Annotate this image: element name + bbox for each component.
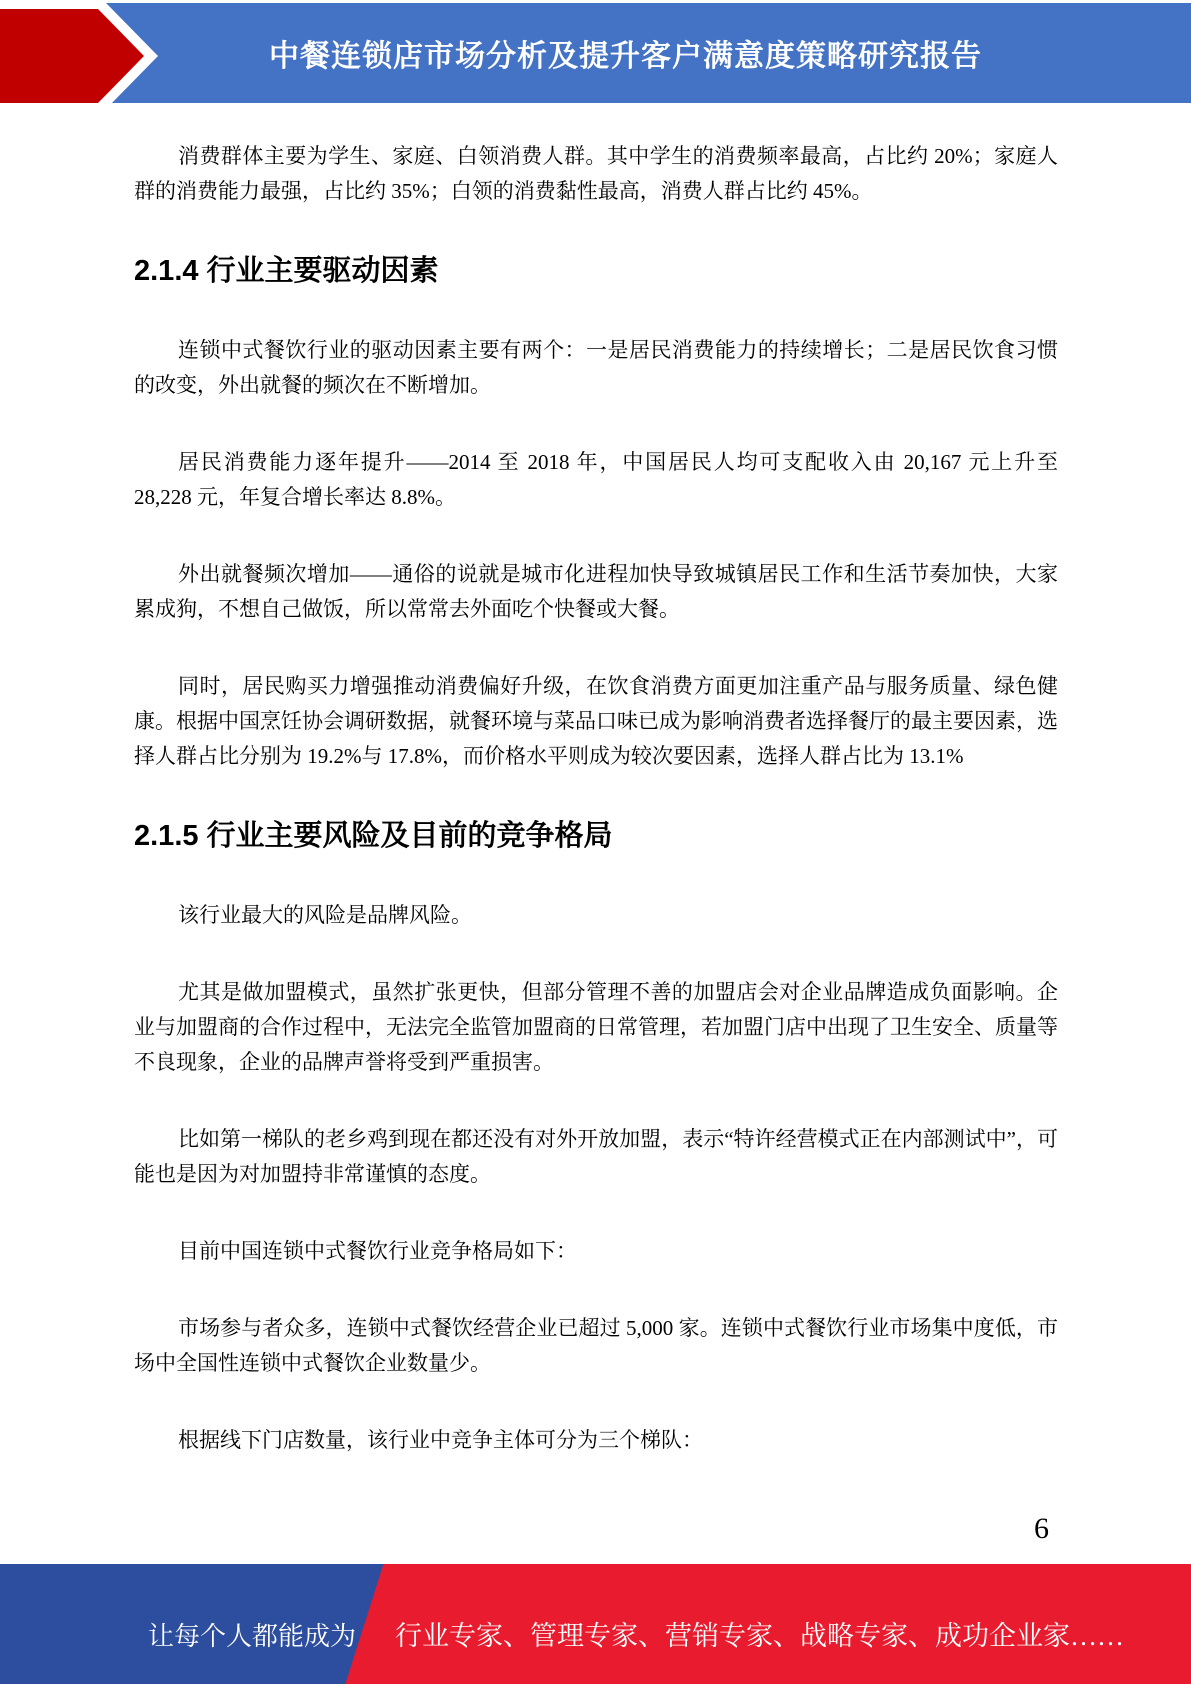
body-paragraph: 外出就餐频次增加——通俗的说就是城市化进程加快导致城镇居民工作和生活节奏加快，大家累成狗，不想自己做饭，所以常常去外面吃个快餐或大餐。: [134, 562, 1058, 621]
section-heading-2-1-4: 2.1.4 行业主要驱动因素: [134, 255, 439, 287]
body-paragraph: 比如第一梯队的老乡鸡到现在都还没有对外开放加盟，表示“特许经营模式正在内部测试中”，可能也是因为对加盟持非常谨慎的态度。: [134, 1127, 1058, 1186]
page-number: 6: [1034, 1512, 1049, 1545]
document-body: [0, 103, 1191, 1500]
body-paragraph: 该行业最大的风险是品牌风险。: [178, 903, 472, 927]
footer-banner: [0, 1564, 1191, 1684]
body-paragraph: 尤其是做加盟模式，虽然扩张更快，但部分管理不善的加盟店会对企业品牌造成负面影响。企业与加盟商的合作过程中，无法完全监管加盟商的日常管理，若加盟门店中出现了卫生安全、质量等不良现象，企业的品牌声誉将受到严重损害。: [134, 980, 1058, 1074]
body-paragraph: 同时，居民购买力增强推动消费偏好升级，在饮食消费方面更加注重产品与服务质量、绿色健康。根据中国烹饪协会调研数据，就餐环境与菜品口味已成为影响消费者选择餐厅的最主要因素，选择人群占比分别为 19.2%与 17.8%，而价格水平则成为较次要因素，选择人群占比为 13.1%: [134, 674, 1058, 768]
body-paragraph: 居民消费能力逐年提升——2014 至 2018 年，中国居民人均可支配收入由 20,167 元上升至 28,228 元，年复合增长率达 8.8%。: [134, 450, 1058, 509]
header-banner: [0, 3, 1191, 103]
red-chevron-icon: [0, 3, 164, 109]
section-heading-2-1-5: 2.1.5 行业主要风险及目前的竞争格局: [134, 820, 613, 852]
body-paragraph: 市场参与者众多，连锁中式餐饮经营企业已超过 5,000 家。连锁中式餐饮行业市场集中度低，市场中全国性连锁中式餐饮企业数量少。: [134, 1316, 1058, 1375]
footer-slogan-left: 让每个人都能成为: [148, 1622, 357, 1651]
body-paragraph: 目前中国连锁中式餐饮行业竞争格局如下：: [178, 1239, 577, 1263]
footer-slogan-right: 行业专家、管理专家、营销专家、战略专家、成功企业家……: [395, 1621, 1124, 1651]
body-paragraph: 连锁中式餐饮行业的驱动因素主要有两个：一是居民消费能力的持续增长；二是居民饮食习惯的改变，外出就餐的频次在不断增加。: [134, 338, 1058, 397]
body-paragraph: 消费群体主要为学生、家庭、白领消费人群。其中学生的消费频率最高，占比约 20%；家庭人群的消费能力最强，占比约 35%；白领的消费黏性最高，消费人群占比约 45%。: [134, 144, 1058, 203]
report-title: 中餐连锁店市场分析及提升客户满意度策略研究报告: [269, 40, 982, 73]
body-paragraph: 根据线下门店数量，该行业中竞争主体可分为三个梯队：: [178, 1428, 703, 1452]
